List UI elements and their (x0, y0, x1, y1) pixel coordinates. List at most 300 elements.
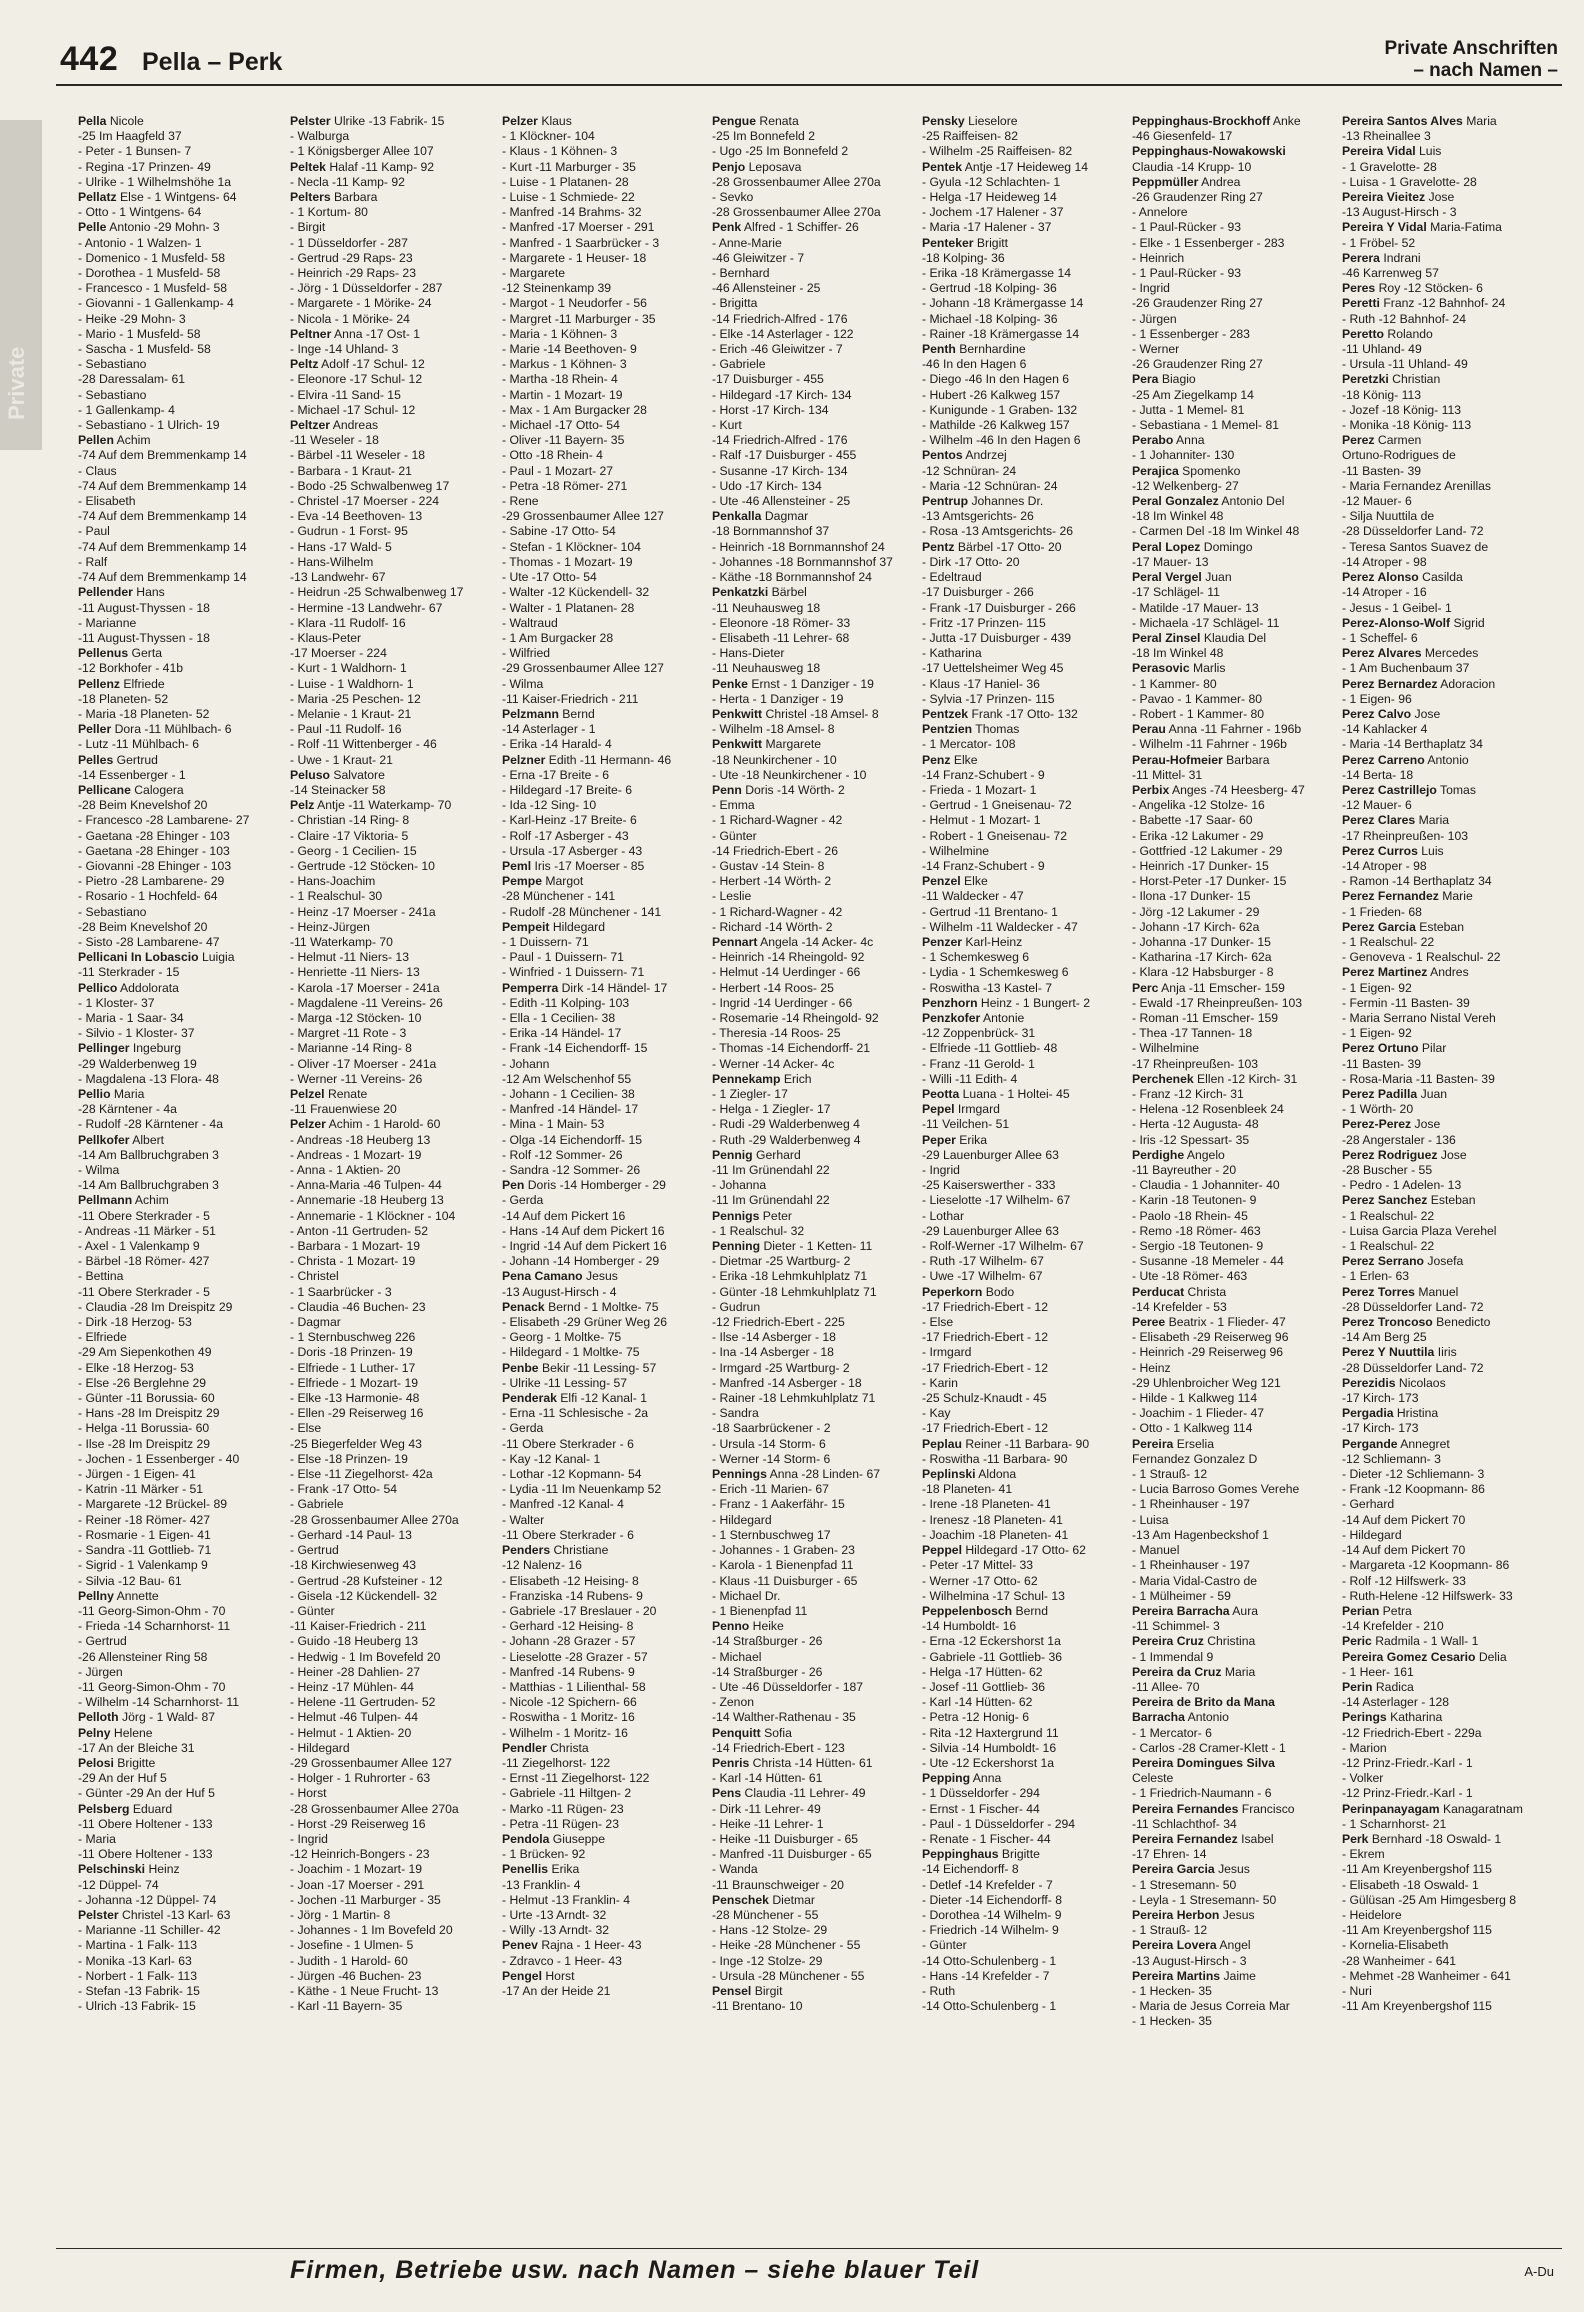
entry-details: - Manfred -14 Brahms- 32 (502, 205, 642, 220)
directory-entry (290, 342, 496, 357)
directory-entry (502, 1923, 708, 1938)
directory-entry (1342, 661, 1548, 676)
entry-details: - Gülüsan -25 Am Himgesberg 8 (1342, 1892, 1517, 1907)
directory-entry (1342, 266, 1548, 281)
entry-details: - Waltraud (502, 615, 558, 630)
entry-details: - Otto - 1 Kalkweg 114 (1132, 1421, 1253, 1436)
entry-details: Benedicto (1436, 1315, 1491, 1330)
entry-details: - Erna -11 Schlesische - 2a (502, 1406, 649, 1421)
entry-surname: Penning (712, 1239, 761, 1254)
directory-entry (290, 1878, 496, 1893)
directory-entry (290, 1178, 496, 1193)
directory-entry (290, 1148, 496, 1163)
directory-entry (290, 1437, 496, 1452)
entry-details: - Thomas -14 Eichendorff- 21 (712, 1041, 871, 1056)
directory-entry (290, 616, 496, 631)
entry-details: Elfi -12 Kanal- 1 (560, 1391, 647, 1406)
directory-entry (1132, 220, 1338, 235)
directory-entry (1132, 1026, 1338, 1041)
entry-details: Frank -17 Otto- 132 (971, 706, 1078, 721)
directory-entry (712, 783, 918, 798)
directory-entry (922, 1756, 1128, 1771)
entry-details: - 1 Strauß- 12 (1132, 1467, 1208, 1482)
directory-entry (78, 616, 284, 631)
directory-entry (922, 1285, 1128, 1300)
entry-details: - Rosa -13 Amtsgerichts- 26 (922, 524, 1074, 539)
directory-entry (78, 555, 284, 570)
entry-details: - Erich -46 Gleiwitzer - 7 (712, 342, 843, 357)
entry-details: - Inge -14 Uhland- 3 (290, 342, 399, 357)
entry-details: - Giovanni -28 Ehinger - 103 (78, 858, 232, 873)
directory-entry (1132, 1665, 1338, 1680)
directory-entry (712, 1467, 918, 1482)
directory-entry (712, 312, 918, 327)
entry-details: -12 Mauer- 6 (1342, 798, 1412, 813)
directory-entry (1132, 585, 1338, 600)
entry-details: - Luisa (1132, 1512, 1169, 1527)
entry-details: Bernd (562, 706, 595, 721)
entry-surname: Peml (502, 858, 532, 873)
entry-details: - Ruth (922, 1983, 956, 1998)
entry-details: - Emma (712, 798, 755, 813)
entry-details: Aura (1232, 1603, 1259, 1618)
directory-entry (290, 312, 496, 327)
entry-details: - Else (290, 1421, 322, 1436)
entry-details: - Ruth -29 Walderbenweg 4 (712, 1132, 861, 1147)
directory-entry (78, 753, 284, 768)
entry-details: - Paolo -18 Rhein- 45 (1132, 1208, 1248, 1223)
directory-entry (502, 524, 708, 539)
entry-details: - Olga -14 Eichendorff- 15 (502, 1132, 643, 1147)
directory-entry (502, 1193, 708, 1208)
entry-details: -28 Grossenbaumer Allee 270a (712, 174, 881, 189)
entry-details: - Paul -11 Rudolf- 16 (290, 722, 402, 737)
entry-details: - 1 Richard-Wagner - 42 (712, 813, 843, 828)
directory-entry (290, 357, 496, 372)
entry-details: -13 Rheinallee 3 (1342, 129, 1431, 144)
directory-entry (1342, 509, 1548, 524)
entry-details: Margarete (765, 737, 822, 752)
entry-surname: Pereira Lovera (1132, 1938, 1217, 1953)
directory-entry (1132, 1543, 1338, 1558)
entry-details: Erika (959, 1132, 988, 1147)
entry-details: - Anne-Marie (712, 235, 782, 250)
directory-entry (1132, 1497, 1338, 1512)
directory-entry (922, 783, 1128, 798)
directory-entry (78, 1148, 284, 1163)
entry-details: - Hans -12 Stolze- 29 (712, 1923, 828, 1938)
directory-entry (502, 692, 708, 707)
directory-entry (922, 524, 1128, 539)
entry-details: Barbara (1226, 752, 1270, 767)
directory-entry (502, 1102, 708, 1117)
entry-details: - Else (922, 1315, 954, 1330)
directory-entry (502, 403, 708, 418)
directory-entry (502, 1087, 708, 1102)
entry-details: Christel -13 Karl- 63 (122, 1907, 231, 1922)
entry-details: - Elisabeth -11 Lehrer- 68 (712, 630, 850, 645)
directory-entry (502, 874, 708, 889)
entry-details: - Claudia -46 Buchen- 23 (290, 1299, 426, 1314)
entry-details: -11 Am Kreyenbergshof 115 (1342, 1999, 1492, 2014)
directory-entry (1342, 342, 1548, 357)
entry-surname: Pellico (78, 980, 118, 995)
entry-details: - Franziska -14 Rubens- 9 (502, 1588, 643, 1603)
directory-entry (712, 1710, 918, 1725)
directory-entry (712, 1239, 918, 1254)
entry-details: Juan (1205, 570, 1232, 585)
directory-entry (922, 1117, 1128, 1132)
entry-details: - Walter - 1 Platanen- 28 (502, 600, 635, 615)
entry-details: - 1 Klöckner- 104 (502, 129, 595, 144)
entry-details: - Margot - 1 Neudorfer - 56 (502, 296, 647, 311)
entry-surname: Penellis (502, 1862, 549, 1877)
directory-entry (922, 1862, 1128, 1877)
entry-details: Jaime (1223, 1968, 1256, 1983)
directory-entry (290, 722, 496, 737)
page-range-title: Pella – Perk (142, 48, 283, 76)
directory-entry (712, 1634, 918, 1649)
directory-entry (1342, 1057, 1548, 1072)
directory-entry (1342, 1999, 1548, 2014)
directory-entry (1342, 920, 1548, 935)
entry-details: - 1 Immendal 9 (1132, 1649, 1214, 1664)
entry-surname: Pennings (712, 1467, 767, 1482)
entry-details: Anna -17 Ost- 1 (334, 326, 421, 341)
directory-entry (290, 388, 496, 403)
entry-details: - Elfriede - 1 Luther- 17 (290, 1360, 416, 1375)
directory-entry (78, 1391, 284, 1406)
entry-surname: Peplinski (922, 1467, 976, 1482)
directory-entry (922, 965, 1128, 980)
entry-details: Margot (545, 874, 584, 889)
directory-entry (1342, 783, 1548, 798)
directory-entry (922, 1984, 1128, 1999)
directory-entry (1342, 1406, 1548, 1421)
entry-details: - Klara -12 Habsburger - 8 (1132, 965, 1274, 980)
entry-details: - Dirk -18 Herzog- 53 (78, 1315, 192, 1330)
directory-entry (712, 494, 918, 509)
directory-entry (290, 494, 496, 509)
directory-entry (712, 1361, 918, 1376)
entry-details: - Wilhelmine (922, 843, 990, 858)
entry-details: - Mina - 1 Main- 53 (502, 1117, 605, 1132)
entry-details: - Necla -11 Kamp- 92 (290, 174, 405, 189)
entry-details: - Jochen - 1 Essenberger - 40 (78, 1451, 240, 1466)
directory-entry (922, 1269, 1128, 1284)
directory-entry (290, 114, 496, 129)
entry-details: - Käthe -18 Bornmannshof 24 (712, 570, 872, 585)
entry-details: -14 Friedrich-Ebert - 26 (712, 843, 838, 858)
entry-details: - Dietmar -25 Wartburg- 2 (712, 1254, 851, 1269)
directory-entry (290, 1269, 496, 1284)
directory-entry (78, 342, 284, 357)
entry-details: - 1 Stresemann- 50 (1132, 1877, 1237, 1892)
directory-entry (1342, 1072, 1548, 1087)
entry-details: - Wanda (712, 1862, 758, 1877)
directory-entry (1132, 1589, 1338, 1604)
directory-entry (78, 646, 284, 661)
entry-details: - Katharina -17 Kirch- 62a (1132, 950, 1272, 965)
directory-entry (922, 1361, 1128, 1376)
directory-entry (502, 266, 708, 281)
entry-details: - Wilhelm - 1 Moritz- 16 (502, 1725, 628, 1740)
entry-details: - Jürgen (1132, 311, 1177, 326)
entry-details: - Else -26 Berglehne 29 (78, 1375, 207, 1390)
directory-entry (1132, 965, 1338, 980)
entry-details: -11 Waldecker - 47 (922, 889, 1024, 904)
entry-details: -14 Franz-Schubert - 9 (922, 767, 1045, 782)
directory-entry (1132, 1893, 1338, 1908)
directory-entry (502, 1330, 708, 1345)
entry-surname: Pelzer (290, 1117, 326, 1132)
entry-surname: Peppinghaus (922, 1847, 999, 1862)
directory-entry (78, 1497, 284, 1512)
entry-details: Andrea (1201, 174, 1241, 189)
directory-entry (78, 1406, 284, 1421)
directory-entry (712, 1269, 918, 1284)
directory-entry (1132, 1072, 1338, 1087)
directory-entry (502, 1254, 708, 1269)
directory-entry (502, 1862, 708, 1877)
entry-details: - Elfriede (78, 1330, 127, 1345)
entry-details: -46 Giesenfeld- 17 (1132, 129, 1233, 144)
directory-entry (78, 1209, 284, 1224)
entry-details: - Paul (78, 524, 110, 539)
entry-details: - Ralf (78, 554, 108, 569)
entry-details: - Manuel (1132, 1543, 1180, 1558)
entry-details: - Paul - 1 Düsseldorfer - 294 (922, 1816, 1076, 1831)
directory-entry (922, 1497, 1128, 1512)
entry-details: Roy -12 Stöcken- 6 (1378, 281, 1483, 296)
directory-entry (922, 920, 1128, 935)
entry-details: - Michael -18 Kolping- 36 (922, 311, 1058, 326)
entry-details: - Johann -18 Krämergasse 14 (922, 296, 1084, 311)
directory-entry (78, 1163, 284, 1178)
directory-entry (78, 494, 284, 509)
directory-entry (922, 1406, 1128, 1421)
entry-details: - Ursula -14 Storm- 6 (712, 1436, 826, 1451)
directory-entry (1342, 312, 1548, 327)
entry-surname: Peppinghaus-Brockhoff (1132, 114, 1271, 128)
directory-entry (502, 1117, 708, 1132)
directory-entry (712, 1893, 918, 1908)
entry-surname: Penris (712, 1755, 750, 1770)
directory-entry (78, 829, 284, 844)
entry-surname: Peral Gonzalez (1132, 494, 1219, 509)
directory-entry (1132, 1117, 1338, 1132)
entry-surname: Pentek (922, 159, 962, 174)
entry-details: - Heinz -17 Mühlen- 44 (290, 1679, 414, 1694)
entry-surname: Perez Y Nuuttila (1342, 1345, 1435, 1360)
entry-details: Rolando (1387, 326, 1433, 341)
directory-entry (1342, 1102, 1548, 1117)
entry-details: - Roman -11 Emscher- 159 (1132, 1010, 1279, 1025)
entry-details: - Silja Nuuttila de (1342, 509, 1435, 524)
directory-entry (290, 1330, 496, 1345)
directory-entry (502, 1072, 708, 1087)
entry-details: - Willi -11 Edith- 4 (922, 1071, 1018, 1086)
directory-entry (1342, 1087, 1548, 1102)
entry-surname: Pennart (712, 934, 758, 949)
entry-surname: Peperkorn (922, 1284, 983, 1299)
directory-entry (1132, 175, 1338, 190)
entry-details: - Dagmar (290, 1315, 341, 1330)
entry-surname: Peplau (922, 1436, 962, 1451)
entry-details: - Horst-Peter -17 Dunker- 15 (1132, 874, 1287, 889)
entry-surname: Pentz (922, 539, 955, 554)
directory-entry (922, 1254, 1128, 1269)
entry-details: -12 Nalenz- 16 (502, 1558, 582, 1573)
directory-entry (1132, 555, 1338, 570)
entry-details: - 1 Kloster- 37 (78, 995, 155, 1010)
entry-details: Indrani (1383, 250, 1421, 265)
directory-entry (502, 144, 708, 159)
directory-entry (1342, 889, 1548, 904)
directory-entry (502, 1802, 708, 1817)
entry-surname: Penkwitt (712, 706, 763, 721)
directory-entry (712, 692, 918, 707)
entry-details: - Marianne -14 Ring- 8 (290, 1041, 412, 1056)
directory-entry (922, 1619, 1128, 1634)
directory-entry (78, 1938, 284, 1953)
entry-details: - Ingrid (1132, 281, 1170, 296)
directory-entry (290, 1497, 496, 1512)
directory-entry (1342, 1604, 1548, 1619)
entry-details: - Werner -17 Otto- 62 (922, 1573, 1038, 1588)
directory-entry (290, 1908, 496, 1923)
entry-surname: Pereira Vieitez (1342, 190, 1426, 205)
section-title-line1: Private Anschriften (1384, 38, 1558, 59)
entry-surname: Peppmüller (1132, 174, 1199, 189)
directory-entry (922, 1558, 1128, 1573)
entry-details: - Teresa Santos Suavez de (1342, 539, 1489, 554)
directory-entry (290, 540, 496, 555)
directory-entry (1132, 1300, 1338, 1315)
directory-entry (78, 1528, 284, 1543)
entry-details: - Monika -13 Karl- 63 (78, 1953, 192, 1968)
directory-entry (502, 1057, 708, 1072)
entry-details: - Leslie (712, 889, 752, 904)
directory-entry (1342, 464, 1548, 479)
entry-details: - Frank -17 Duisburger - 266 (922, 600, 1076, 615)
directory-entry (290, 1619, 496, 1634)
entry-details: - Maria Fernandez Arenillas (1342, 478, 1492, 493)
entry-details: - Katharina (922, 646, 982, 661)
entry-surname: Penno (712, 1619, 750, 1634)
entry-details: Leposava (748, 159, 802, 174)
entry-details: - Erika -18 Krämergasse 14 (922, 266, 1072, 281)
entry-details: - Rolf -12 Hilfswerk- 33 (1342, 1573, 1466, 1588)
entry-details: - Ella - 1 Cecilien- 38 (502, 1010, 616, 1025)
directory-entry (1342, 1239, 1548, 1254)
entry-details: - Elisabeth -29 Grüner Weg 26 (502, 1315, 668, 1330)
directory-entry (1132, 920, 1338, 935)
directory-entry (78, 737, 284, 752)
directory-entry (922, 372, 1128, 387)
directory-entry (712, 1954, 918, 1969)
directory-entry (712, 479, 918, 494)
directory-entry (1342, 737, 1548, 752)
entry-details: - Karin -18 Teutonen- 9 (1132, 1193, 1257, 1208)
directory-entry (502, 1148, 708, 1163)
directory-entry (290, 479, 496, 494)
entry-details: -11 Bayreuther - 20 (1132, 1163, 1237, 1178)
entry-details: - Heike -11 Duisburger - 65 (712, 1831, 859, 1846)
directory-entry (712, 1193, 918, 1208)
entry-details: Celeste (1132, 1771, 1174, 1786)
directory-entry (1132, 1710, 1338, 1725)
directory-entry (78, 144, 284, 159)
entry-details: - Margarete - 1 Mörike- 24 (290, 296, 432, 311)
directory-entry (1132, 783, 1338, 798)
directory-entry (502, 829, 708, 844)
directory-entry (1342, 1786, 1548, 1801)
entry-details: -18 Neunkirchener - 10 (712, 752, 837, 767)
entry-details: -17 Friedrich-Ebert - 12 (922, 1421, 1048, 1436)
entry-details: - Paul - 1 Duissern- 71 (502, 950, 624, 965)
entry-details: Elke (953, 752, 978, 767)
entry-surname: Penn (712, 782, 742, 797)
directory-entry (922, 144, 1128, 159)
entry-details: Alfred - 1 Schiffer- 26 (743, 220, 859, 235)
entry-details: - 1 Friedrich-Naumann - 6 (1132, 1786, 1272, 1801)
entry-details: - Reiner -18 Römer- 427 (78, 1512, 211, 1527)
directory-entry (712, 144, 918, 159)
entry-details: - Monika -18 König- 113 (1342, 418, 1472, 433)
directory-entry (290, 1558, 496, 1573)
entry-details: Ellen -12 Kirch- 31 (1197, 1071, 1298, 1086)
directory-entry (290, 737, 496, 752)
directory-entry (78, 1087, 284, 1102)
entry-details: Gerhard (756, 1147, 801, 1162)
directory-entry (712, 129, 918, 144)
directory-entry (1342, 570, 1548, 585)
entry-details: - 1 Gallenkamp- 4 (78, 402, 175, 417)
directory-entry (922, 1239, 1128, 1254)
entry-details: - Kay (922, 1406, 951, 1421)
directory-entry (712, 1923, 918, 1938)
entry-details: -26 Graudenzer Ring 27 (1132, 190, 1263, 205)
entry-details: -14 Essenberger - 1 (78, 767, 186, 782)
directory-entry (502, 114, 708, 129)
entry-details: - Hildegard -17 Kirch- 134 (712, 387, 852, 402)
entry-details: -12 Am Welschenhof 55 (502, 1071, 632, 1086)
entry-details: - Hans -14 Auf dem Pickert 16 (502, 1223, 665, 1238)
directory-entry (922, 889, 1128, 904)
directory-entry (1132, 357, 1338, 372)
directory-entry (290, 692, 496, 707)
entry-details: -28 Beim Knevelshof 20 (78, 919, 208, 934)
directory-entry (1132, 1619, 1338, 1634)
directory-entry (502, 631, 708, 646)
directory-entry (78, 1437, 284, 1452)
entry-details: -74 Auf dem Bremmenkamp 14 (78, 448, 247, 463)
directory-entry (78, 1467, 284, 1482)
entry-details: -29 Uhlenbroicher Weg 121 (1132, 1375, 1281, 1390)
directory-entry (502, 1391, 708, 1406)
directory-entry (1132, 905, 1338, 920)
directory-entry (712, 1406, 918, 1421)
directory-entry (78, 236, 284, 251)
entry-surname: Pella (78, 114, 107, 128)
directory-entry (1132, 996, 1338, 1011)
directory-entry (922, 1026, 1128, 1041)
directory-entry (922, 737, 1128, 752)
footer (0, 2254, 1584, 2294)
entry-details: - Andreas - 1 Mozart- 19 (290, 1147, 422, 1162)
entry-details: -28 Münchener - 55 (712, 1907, 819, 1922)
